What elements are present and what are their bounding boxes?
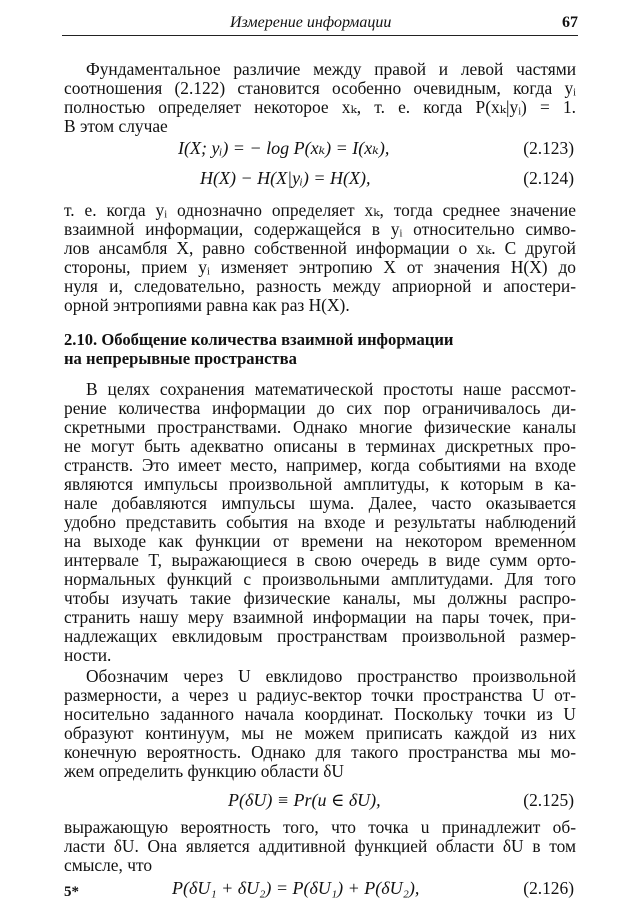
page-header xyxy=(62,10,578,36)
equation-number-2-124: (2.124) xyxy=(523,168,574,188)
running-title: Измерение информации xyxy=(230,14,392,31)
section-heading: 2.10. Обобщение количества взаимной информации xyxy=(64,330,454,349)
text-line: чтобы изучать такие физические каналы, мы должны распро- xyxy=(64,588,576,608)
text-line: Фундаментальное различие между правой и левой частями xyxy=(86,59,576,79)
equation-2-123: I(X; yᵢ) = − log P(xₖ) = I(xₖ), xyxy=(178,138,390,158)
text-line: размерности, а через u радиус-вектор точки пространства U от- xyxy=(64,685,576,705)
text-line: надлежащих евклидовым пространствам произвольной размер- xyxy=(64,626,576,646)
text-line: ласти δU. Она является аддитивной функцией области δU в том xyxy=(64,836,576,856)
text-line: являются импульсы произвольной амплитуды, к которым в ка- xyxy=(64,474,576,494)
text-line: лов ансамбля X, равно собственной информации о xₖ. С другой xyxy=(64,238,576,258)
text-line: скретными пространствами. Однако многие физические каналы xyxy=(64,417,576,437)
text-line: нуля и, следовательно, разность между априорной и апостери- xyxy=(64,276,576,296)
text-line: жем определить функцию области δU xyxy=(64,761,344,781)
equation-number-2-126: (2.126) xyxy=(523,878,574,898)
text-line: на выходе как функции от времени на некотором временно́м xyxy=(64,531,576,551)
signature-mark: 5* xyxy=(64,884,79,900)
text-line: образуют континуум, мы не можем приписать каждой из них xyxy=(64,723,576,743)
text-line: удобно представить события на входе и результаты наблюдений xyxy=(64,512,576,532)
text-line: взаимной информации, содержащейся в yᵢ относительно симво- xyxy=(64,219,576,239)
text-line: нормальных функций с произвольными амплитудами. Для того xyxy=(64,569,576,589)
text-line: соотношения (2.122) становится особенно очевидным, когда yᵢ xyxy=(64,78,576,98)
text-line: Обозначим через U евклидово пространство произвольной xyxy=(86,666,576,686)
equation-number-2-125: (2.125) xyxy=(523,790,574,810)
header-rule xyxy=(62,35,578,36)
page-number: 67 xyxy=(562,14,578,31)
text-line: стороны, прием yᵢ изменяет энтропию X от значения H(X) до xyxy=(64,257,576,277)
text-line: т. е. когда yᵢ однозначно определяет xₖ, тогда среднее значение xyxy=(64,200,576,220)
equation-2-126: P(δU₁ + δU₂) = P(δU₁) + P(δU₂), xyxy=(172,878,420,898)
text-line: не могут быть адекватно описаны в терминах дискретных про- xyxy=(64,436,576,456)
text-line: странств. Это имеет место, например, когда событиями на входе xyxy=(64,455,576,475)
text-line: полностью определяет некоторое xₖ, т. е. когда P(xₖ|yᵢ) = 1. xyxy=(64,97,576,117)
equation-2-125: P(δU) ≡ Pr(u ∈ δU), xyxy=(228,790,381,810)
text-line: ности. xyxy=(64,645,112,665)
text-line: В целях сохранения математической простоты наше рассмот- xyxy=(86,379,576,399)
equation-number-2-123: (2.123) xyxy=(523,138,574,158)
text-line: странить нашу меру взаимной информации на пары точек, при- xyxy=(64,607,576,627)
equation-2-124: H(X) − H(X|yᵢ) = H(X), xyxy=(200,168,371,188)
text-line: носительно заданного начала координат. Поскольку точки из U xyxy=(64,704,576,724)
text-line: смысле, что xyxy=(64,855,153,875)
text-line: конечную вероятность. Однако для такого пространства мы мо- xyxy=(64,742,576,762)
text-line: нале добавляются импульсы шума. Далее, часто оказывается xyxy=(64,493,576,513)
text-line: В этом случае xyxy=(64,116,168,136)
text-line: интервале T, выражающиеся в свою очередь в виде сумм орто- xyxy=(64,550,576,570)
text-line: орной энтропиями равна как раз H(X). xyxy=(64,295,350,315)
text-line: выражающую вероятность того, что точка u принадлежит об- xyxy=(64,817,576,837)
text-line: рение количества информации до сих пор ограничивалось ди- xyxy=(64,398,576,418)
section-heading: на непрерывные пространства xyxy=(64,349,297,368)
